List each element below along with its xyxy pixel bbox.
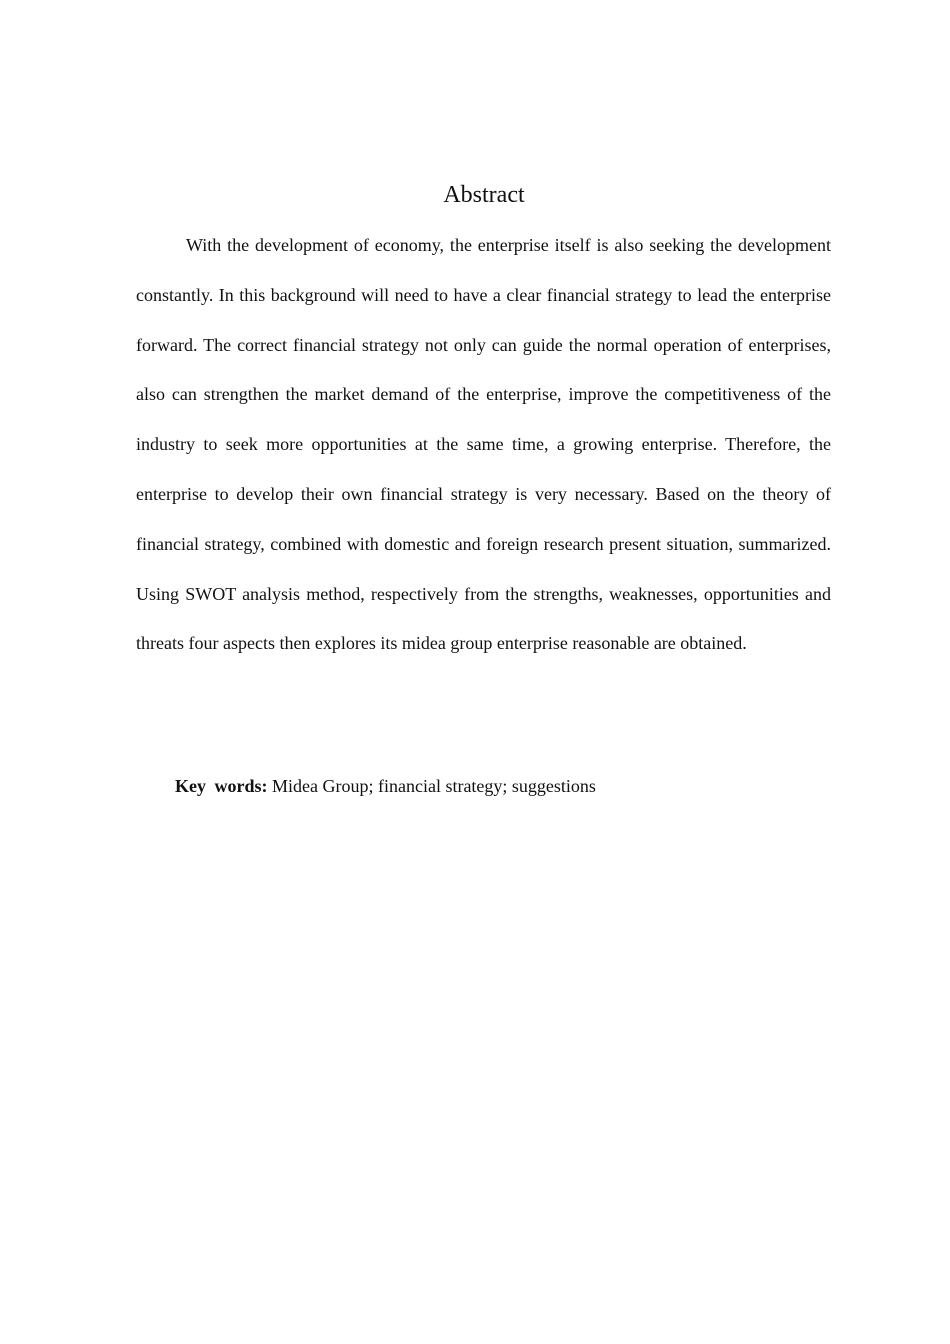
keywords-line [175, 773, 831, 799]
keywords-label: Key words: [175, 776, 268, 796]
abstract-title: Abstract [443, 182, 525, 208]
abstract-paragraph: With the development of economy, the enterprise itself is also seeking the development constantly. In this background will need to have a clear financial strategy to lead the enterprise forward. The correct financial strategy not only can guide the normal operation of enterprises, also can strengthen the market demand of the enterprise, improve the competitiveness of the industry to seek more opportunities at the same time, a growing enterprise. Therefore, the enterprise to develop their own financial strategy is very necessary. Based on the theory of financial strategy, combined with domestic and foreign research present situation, summarized. Using SWOT analysis method, respectively from the strengths, weaknesses, opportunities and threats four aspects then explores its midea group enterprise reasonable are obtained. [136, 235, 831, 654]
keywords-value: Midea Group; financial strategy; suggestions [267, 776, 596, 796]
